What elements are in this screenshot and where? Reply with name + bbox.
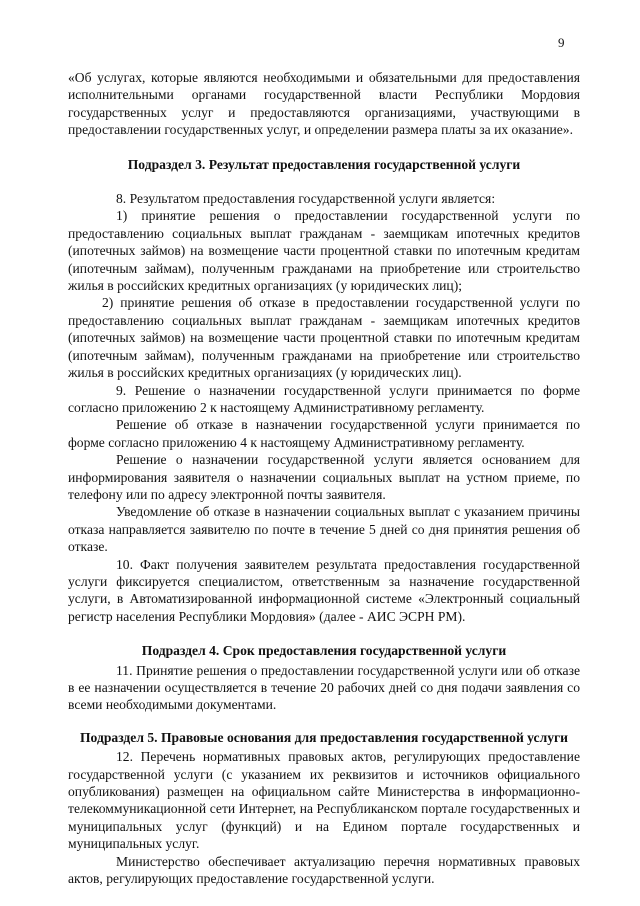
paragraph-11: 11. Принятие решения о предоставлении государственной услуги или об отказе в ее назначении осуществляется в течение 20 рабочих дней со дня подачи заявления со всеми необходимыми документами. — [68, 662, 580, 713]
paragraph-8: 8. Результатом предоставления государственной услуги является: — [116, 191, 496, 207]
paragraph-9-notification: Уведомление об отказе в назначении социальных выплат с указанием причины отказа направляется заявителю по почте в течение 5 дней со дня принятия решения об отказе. — [68, 504, 580, 555]
paragraph-9-refusal: Решение об отказе в назначении государственной услуги принимается по форме согласно приложению 4 к настоящему Административному регламенту. — [68, 417, 580, 450]
document-body — [68, 69, 580, 887]
paragraph-8-item-2: 2) принятие решения об отказе в предоставлении государственной услуги по предоставлению социальных выплат гражданам - заемщикам ипотечных кредитов (ипотечных займов) на возмещение части процентной ставки по ипотечным кредитам (ипотечным займам), полученным гражданами на приобретение или строительство жилья в российских кредитных организациях (у юридических лиц). — [68, 295, 580, 381]
section-4-heading: Подраздел 4. Срок предоставления государственной услуги — [141, 643, 507, 659]
section-5-heading: Подраздел 5. Правовые основания для предоставления государственной услуги — [79, 729, 569, 745]
paragraph-9-informing: Решение о назначении государственной услуги является основанием для информирования заявителя о назначении социальных выплат на устном приеме, по телефону или по адресу электронной почты заявителя. — [68, 452, 580, 502]
paragraph-9: 9. Решение о назначении государственной услуги принимается по форме согласно приложению 2 к настоящему Административному регламенту. — [68, 382, 580, 415]
page-number: 9 — [558, 35, 565, 50]
intro-paragraph: «Об услугах, которые являются необходимыми и обязательными для предоставления исполнительными органами государственной власти Республики Мордовия государственных услуг и предоставляются организациями, участвующими в предоставлении государственных услуг, и определении размера платы за их оказание». — [68, 70, 580, 138]
paragraph-12-actualization: Министерство обеспечивает актуализацию перечня нормативных правовых актов, регулирующих предоставление государственной услуги. — [68, 853, 580, 887]
paragraph-10: 10. Факт получения заявителем результата предоставления государственной услуги фиксируется специалистом, ответственным за назначение государственной услуги, в Автоматизированной информационной системе «Электронный социальный регистр населения Республики Мордовия» (далее - АИС ЭСРН РМ). — [68, 556, 580, 624]
paragraph-12: 12. Перечень нормативных правовых актов, регулирующих предоставление государственной услуги (с указанием их реквизитов и источников официального опубликования) размещен на официальном сайте Министерства в информационно-телекоммуникационной сети Интернет, на Республиканском портале государственных и муниципальных услуг (функций) и на Едином портале государственных и муниципальных услуг. — [68, 749, 580, 852]
paragraph-8-item-1: 1) принятие решения о предоставлении государственной услуги по предоставлению социальных выплат гражданам - заемщикам ипотечных кредитов (ипотечных займов) на возмещение части процентной ставки по ипотечным кредитам (ипотечным займам), полученным гражданами на приобретение или строительство жилья в российских кредитных организациях (у юридических лиц); — [68, 208, 580, 294]
section-3-heading: Подраздел 3. Результат предоставления государственной услуги — [127, 156, 521, 172]
